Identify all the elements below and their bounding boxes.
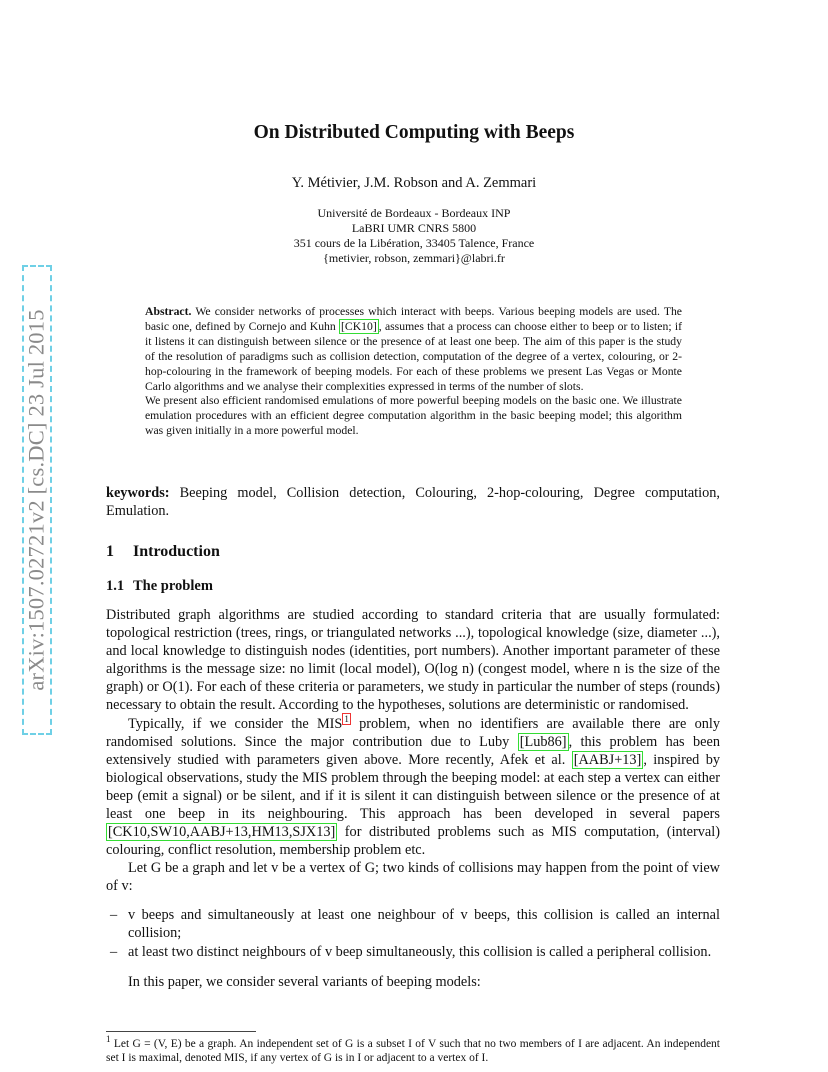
list-item-text: at least two distinct neighbours of v beep simultaneously, this collision is called a peripheral collision. (128, 943, 712, 960)
section-heading (106, 543, 220, 561)
subsection-heading (106, 578, 213, 595)
body-text (106, 606, 720, 991)
paragraph: In this paper, we consider several variants of beeping models: (128, 973, 481, 990)
paragraph: Distributed graph algorithms are studied according to standard criteria that are usually formulated: topological restriction (trees, rings, or triangulated networks ...), topological knowledge (size, diameter ...), and local knowledge to distinguish nodes (identities, port numbers). Another important parameter of these algorithms is the message size: no limit (local model), O(log n) (congest model, where n is the size of the graph) or O(1). For each of these criteria or parameters, we study in particular the number of steps (rounds) necessary to obtain the result. According to the hypotheses, solutions are deterministic or randomised. (106, 607, 720, 714)
affil-line: Université de Bordeaux - Bordeaux INP (317, 206, 511, 220)
abstract-p2: We present also efficient randomised emulations of more powerful beeping models on the basic one. We illustrate emulation procedures with an efficient degree computation algorithm in the basic beeping model; this algorithm was given initially in a more powerful model. (145, 394, 682, 438)
footnote-rule (106, 1031, 256, 1032)
arxiv-id: arXiv:1507.02721v2 [cs.DC] 23 Jul 2015 (24, 309, 50, 691)
text-run: , inspired by biological observations, study the MIS problem through the beeping model: at each step a vertex can either beep (emit a signal) or be silent, and if it is silent it can distinguish between silence or the presence of at least one beep in its neighbouring. This approach has been developed in several papers (106, 751, 720, 823)
keywords (106, 484, 720, 520)
citation-link[interactable]: [Lub86] (519, 733, 567, 750)
paper-title: On Distributed Computing with Beeps (253, 122, 575, 143)
footnote-mark: 1 (106, 1034, 111, 1045)
footnote-text: Let G = (V, E) be a graph. An independent set of G is a subset I of V such that no two members of I are adjacent. An independent set I is maximal, denoted MIS, if any vertex of G is in I or adjacent to a vertex of I. (106, 1038, 720, 1064)
paragraph: Let G be a graph and let v be a vertex of G; two kinds of collisions may happen from the point of view of v: (106, 860, 720, 895)
affil-line: LaBRI UMR CNRS 5800 (351, 221, 477, 235)
citation-link[interactable]: [AABJ+13] (573, 751, 642, 768)
abstract-p1 (145, 305, 682, 394)
section-number: 1 (106, 543, 114, 560)
footnote (106, 1034, 720, 1065)
citation-link[interactable]: [CK10] (341, 319, 377, 333)
abstract-text: , assumes that a process can choose either to beep or to listen; if it listens it can distinguish between silence or the presence of at least one beep. The aim of this paper is the study of the resolution of paradigms such as collision detection, computation of the degree of a vertex, colouring, or 2-hop-colouring in the framework of beeping models. For each of these problems we present Las Vegas or Monte Carlo algorithms and we analyse their complexities expressed in terms of the number of slots. (145, 319, 682, 393)
list-item: – v beeps and simultaneously at least one neighbour of v beeps, this collision is called an internal collision; (110, 906, 720, 941)
section-title: Introduction (133, 543, 220, 560)
authors: Y. Métivier, J.M. Robson and A. Zemmari (291, 175, 537, 191)
text-run: Typically, if we consider the MIS (128, 715, 343, 732)
abstract-text: We consider networks of processes which interact with beeps. Various beeping models are used. The basic one, defined by Cornejo and Kuhn (145, 305, 682, 333)
footnote-link[interactable]: 1 (344, 713, 349, 724)
keywords-label: keywords: (106, 485, 170, 501)
keywords-text: Beeping model, Collision detection, Colouring, 2-hop-colouring, Degree computation, Emulation. (106, 485, 720, 519)
subsection-title: The problem (133, 578, 213, 594)
affil-line: 351 cours de la Libération, 33405 Talence, France (293, 236, 535, 250)
paragraph (106, 715, 720, 860)
text-run: for distributed problems such as MIS computation, (interval) colouring, conflict resolution, membership problem etc. (106, 824, 720, 859)
text-run: , this problem has been extensively studied with parameters given above. More recently, Afek et al. (106, 733, 720, 768)
arxiv-side-stamp (22, 265, 52, 735)
subsection-number: 1.1 (106, 578, 125, 594)
abstract (145, 305, 682, 439)
citation-link[interactable]: [CK10,SW10,AABJ+13,HM13,SJX13] (108, 824, 336, 841)
abstract-label: Abstract. (145, 305, 192, 318)
list-item: – at least two distinct neighbours of v beep simultaneously, this collision is called a peripheral collision. (110, 943, 712, 960)
affiliation (0, 206, 828, 266)
list-item-text: v beeps and simultaneously at least one neighbour of v beeps, this collision is called an internal collision; (128, 906, 720, 941)
collision-list (106, 906, 720, 961)
text-run: problem, when no identifiers are available there are only randomised solutions. Since the major contribution due to Luby (106, 715, 720, 750)
affil-email: {metivier, robson, zemmari}@labri.fr (323, 251, 505, 265)
